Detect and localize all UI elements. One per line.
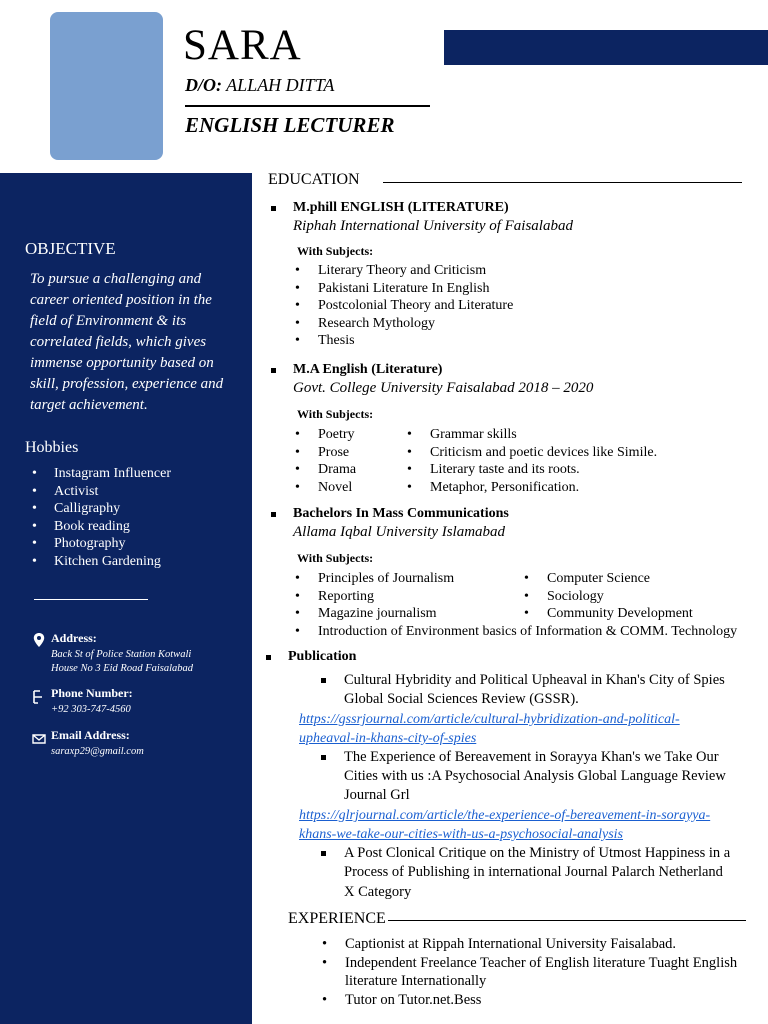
hobby-item: • Calligraphy <box>30 500 171 518</box>
degree-bullet <box>271 206 276 211</box>
header-accent-bar <box>444 30 768 65</box>
subject-item: • Prose <box>295 444 356 462</box>
experience-list <box>322 935 742 1009</box>
experience-heading: EXPERIENCE <box>288 910 386 927</box>
institute-mphil: Riphah International University of Faisalabad <box>293 218 573 234</box>
address-line-1: Back St of Police Station Kotwali <box>51 649 192 660</box>
profile-photo <box>50 12 163 160</box>
address-line-2: House No 3 Eid Road Faisalabad <box>51 663 194 674</box>
subject-item: • Computer Science <box>524 570 693 588</box>
objective-heading: OBJECTIVE <box>25 239 116 258</box>
subject-item: • Literary Theory and Criticism <box>295 262 513 280</box>
sidebar-divider <box>34 599 148 600</box>
publication-1-link-cont[interactable]: upheaval-in-khans-city-of-spies <box>299 731 477 746</box>
degree-ma: M.A English (Literature) <box>293 362 443 377</box>
publication-1-title: Cultural Hybridity and Political Upheaval in Khan's City of Spies <box>344 672 725 688</box>
subject-item: • Grammar skills <box>407 426 657 444</box>
subject-item: • Thesis <box>295 332 513 350</box>
father-name <box>185 74 334 96</box>
location-pin-icon <box>31 632 47 648</box>
publication-item-bullet <box>321 851 326 856</box>
institute-ba: Allama Iqbal University Islamabad <box>293 524 506 540</box>
education-heading: EDUCATION <box>268 171 360 188</box>
with-subjects-label: With Subjects: <box>297 244 374 258</box>
phone-icon <box>31 689 47 705</box>
address-label: Address: <box>51 631 97 645</box>
subject-item: • Introduction of Environment basics of Information & COMM. Technology <box>295 623 737 641</box>
publication-2-link[interactable]: https://glrjournal.com/article/the-experience-of-bereavement-in-sorayya- <box>299 808 711 823</box>
subject-item: • Drama <box>295 461 356 479</box>
subject-item: • Poetry <box>295 426 356 444</box>
publication-2-line2: Cities with us :A Psychosocial Analysis Global Language Review <box>344 768 726 784</box>
publication-3-line3: X Category <box>344 884 412 900</box>
with-subjects-label: With Subjects: <box>297 551 374 565</box>
publication-3-line1: A Post Clonical Critique on the Ministry of Utmost Happiness in a <box>344 845 731 861</box>
phone-label: Phone Number: <box>51 686 133 700</box>
subject-item: • Postcolonial Theory and Literature <box>295 297 513 315</box>
subject-item: • Pakistani Literature In English <box>295 280 513 298</box>
institute-ma: Govt. College University Faisalabad 2018 – 2020 <box>293 380 594 396</box>
email-address[interactable]: saraxp29@gmail.com <box>51 746 144 757</box>
education-rule <box>383 182 742 183</box>
publication-1-journal: Global Social Sciences Review (GSSR). <box>344 691 579 707</box>
email-label: Email Address: <box>51 728 130 742</box>
subject-item: • Novel <box>295 479 356 497</box>
with-subjects-label: With Subjects: <box>297 407 374 421</box>
subject-item: • Sociology <box>524 588 693 606</box>
father-value: ALLAH DITTA <box>222 75 335 95</box>
degree-bullet <box>271 512 276 517</box>
publication-item-bullet <box>321 678 326 683</box>
mphil-subjects <box>295 262 513 350</box>
degree-bullet <box>271 368 276 373</box>
ma-subjects-col2 <box>407 426 657 496</box>
sidebar <box>0 173 252 1024</box>
ba-subjects-col2 <box>524 570 693 623</box>
subject-item: • Reporting <box>295 588 737 606</box>
publication-item-bullet <box>321 755 326 760</box>
father-label: D/O: <box>185 75 222 95</box>
publication-heading: Publication <box>288 649 357 664</box>
hobby-item: • Book reading <box>30 518 171 536</box>
publication-3-line2: Process of Publishing in international Journal Palarch Netherland <box>344 864 723 880</box>
experience-item: • Tutor on Tutor.net.Bess <box>322 991 742 1010</box>
job-title: ENGLISH LECTURER <box>185 113 395 137</box>
subject-item: • Community Development <box>524 605 693 623</box>
degree-ba: Bachelors In Mass Communications <box>293 506 509 521</box>
publication-bullet <box>266 655 271 660</box>
objective-text: To pursue a challenging and career oriented position in the field of Environment & its correlated fields, which gives immense opportunity based on skill, profession, experience and target achievement. <box>30 271 224 413</box>
hobbies-heading: Hobbies <box>25 439 79 456</box>
hobby-item: • Activist <box>30 483 171 501</box>
degree-mphil: M.phill ENGLISH (LITERATURE) <box>293 200 509 215</box>
experience-item: • Captionist at Rippah International University Faisalabad. <box>322 935 742 954</box>
publication-2-link-cont[interactable]: khans-we-take-our-cities-with-us-a-psychosocial-analysis <box>299 827 623 842</box>
experience-item: • Independent Freelance Teacher of English literature Tuaght English literature Internationally <box>322 954 742 991</box>
subject-item: • Magazine journalism <box>295 605 737 623</box>
publication-2-line3: Journal Grl <box>344 787 410 803</box>
envelope-icon <box>31 731 47 747</box>
hobby-item: • Kitchen Gardening <box>30 553 171 571</box>
subject-item: • Literary taste and its roots. <box>407 461 657 479</box>
candidate-name: SARA <box>183 22 302 69</box>
subject-item: • Criticism and poetic devices like Simile. <box>407 444 657 462</box>
hobby-item: • Photography <box>30 535 171 553</box>
hobby-item: • Instagram Influencer <box>30 465 171 483</box>
ma-subjects-col1 <box>295 426 356 496</box>
experience-rule <box>388 920 746 921</box>
publication-2-line1: The Experience of Bereavement in Sorayya Khan's we Take Our <box>344 749 719 765</box>
hobbies-list <box>30 465 171 571</box>
subject-item: • Principles of Journalism <box>295 570 737 588</box>
phone-number: +92 303-747-4560 <box>51 704 131 715</box>
publication-1-link[interactable]: https://gssrjournal.com/article/cultural-hybridization-and-political- <box>299 712 680 727</box>
header-divider <box>185 105 430 107</box>
subject-item: • Research Mythology <box>295 315 513 333</box>
subject-item: • Metaphor, Personification. <box>407 479 657 497</box>
